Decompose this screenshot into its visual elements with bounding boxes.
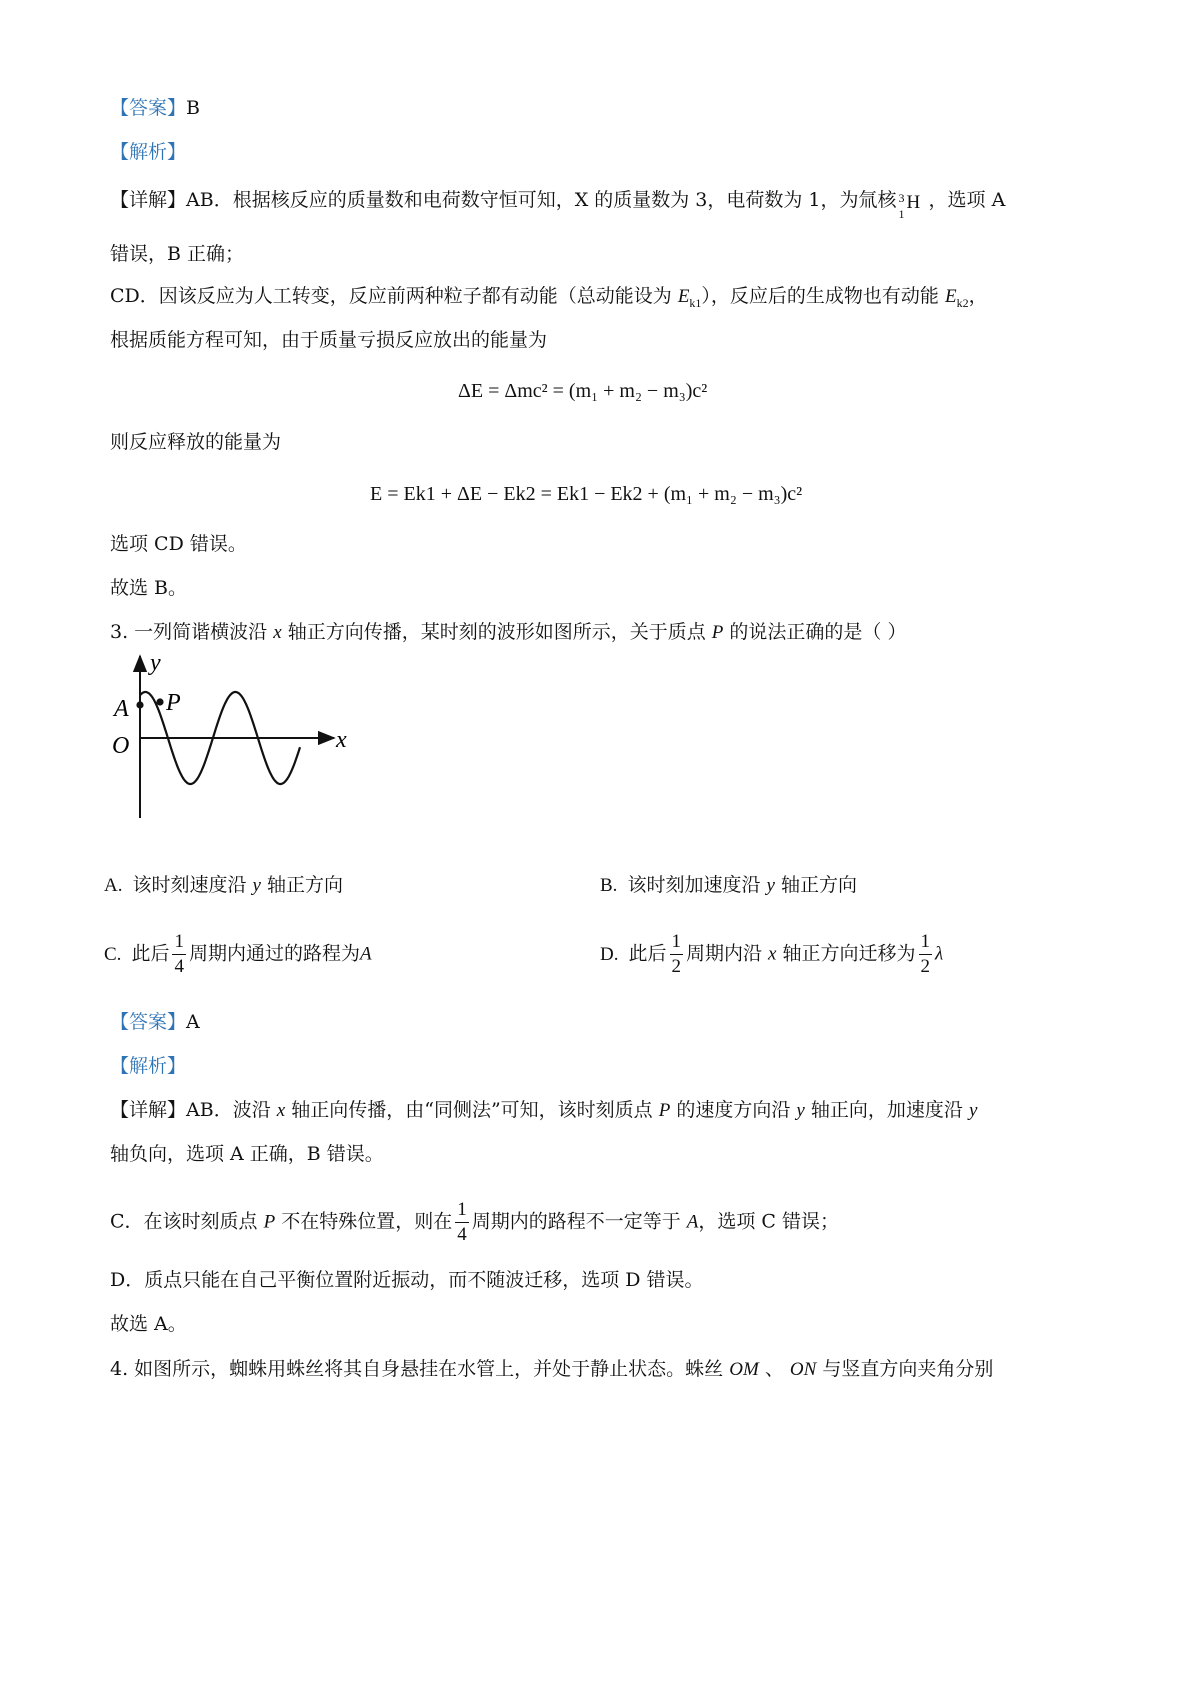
option-text: 轴正方向 xyxy=(774,874,857,896)
detail2-line-1 xyxy=(110,1096,977,1125)
option-letter: A. xyxy=(104,875,123,896)
detail-label: 【详解】 xyxy=(110,1099,187,1121)
var-x: x xyxy=(273,622,282,643)
equation-mass-energy: ΔE = Δmc² = (m₁ + m₂ − m₃)c² xyxy=(458,380,708,402)
label-p: P xyxy=(166,690,181,716)
var-p: P xyxy=(711,622,724,643)
option-letter: B. xyxy=(600,875,618,896)
var-y: y xyxy=(766,875,775,896)
detail-line-5: 则反应释放的能量为 xyxy=(110,431,282,453)
var-p: P xyxy=(263,1211,276,1233)
question-text: 4. 如图所示，蜘蛛用蛛丝将其自身悬挂在水管上，并处于静止状态。蛛丝 xyxy=(110,1358,730,1380)
option-d[interactable] xyxy=(600,930,943,979)
fraction-one-quarter xyxy=(455,1198,469,1247)
question-text: 3. 一列简谐横波沿 xyxy=(110,621,274,643)
detail-text: ，选项 A xyxy=(928,189,1006,211)
detail-line-3 xyxy=(110,282,988,317)
answer-value: A xyxy=(186,1011,200,1033)
fraction-one-quarter xyxy=(172,930,186,979)
detail-line-4: 根据质能方程可知，由于质量亏损反应放出的能量为 xyxy=(110,329,548,351)
energy-subscript: k2 xyxy=(956,295,969,310)
nuclide-charge: 1 xyxy=(898,207,905,221)
option-text: 该时刻速度沿 xyxy=(132,874,253,896)
energy-symbol: E xyxy=(944,286,957,307)
var-a: A xyxy=(686,1211,699,1233)
tritium-nuclide xyxy=(897,187,929,221)
answer-label: 【答案】 xyxy=(110,97,187,119)
var-y: y xyxy=(796,1100,805,1121)
analysis-label: 【解析】 xyxy=(110,1055,187,1077)
fraction-numerator: 1 xyxy=(670,930,684,955)
equation-released-energy: E = Ek1 + ΔE − Ek2 = Ek1 − Ek2 + (m₁ + m₂ − m₃)c² xyxy=(370,483,803,505)
detail-line-1 xyxy=(110,186,1006,221)
option-a[interactable] xyxy=(104,870,343,901)
fraction-numerator: 1 xyxy=(919,930,933,955)
option-text: 周期内通过的路程为 xyxy=(188,942,360,965)
fraction-numerator: 1 xyxy=(455,1198,469,1223)
var-on: ON xyxy=(789,1359,817,1380)
label-a: A xyxy=(114,696,129,722)
question-text: 与竖直方向夹角分别 xyxy=(816,1358,994,1380)
detail-text: 轴正向，加速度沿 xyxy=(804,1099,969,1121)
var-a: A xyxy=(359,943,372,965)
question-3-stem xyxy=(110,618,906,647)
point-p xyxy=(156,698,163,705)
fraction-denominator: 2 xyxy=(920,956,931,977)
detail-line-6: 选项 CD 错误。 xyxy=(110,533,247,555)
analysis-label: 【解析】 xyxy=(110,141,187,163)
answer-value: B xyxy=(186,97,200,119)
nuclide-symbol: H xyxy=(906,192,921,213)
var-y: y xyxy=(252,875,261,896)
option-text: 此后 xyxy=(628,942,667,965)
answer-line-1 xyxy=(110,94,200,122)
wave-figure xyxy=(100,650,380,830)
var-x: x xyxy=(276,1100,286,1121)
detail-text: 周期内的路程不一定等于 xyxy=(471,1210,687,1233)
detail-text: CD．因该反应为人工转变，反应前两种粒子都有动能（总动能设为 xyxy=(110,285,678,307)
detail-text: ，选项 C 错误； xyxy=(698,1210,840,1233)
fraction-denominator: 2 xyxy=(671,956,681,977)
answer-line-2 xyxy=(110,1008,200,1036)
detail2-line-5: 故选 A。 xyxy=(110,1313,187,1335)
detail-text: ），反应后的生成物也有动能 xyxy=(701,285,945,307)
detail-text: ， xyxy=(968,285,988,307)
detail-text: C．在该时刻质点 xyxy=(110,1210,264,1233)
answer-label: 【答案】 xyxy=(110,1011,187,1033)
detail-text: 的速度方向沿 xyxy=(670,1099,797,1121)
question-text: 的说法正确的是（ ） xyxy=(723,621,907,643)
detail-label: 【详解】 xyxy=(110,189,187,211)
detail-text: AB．波沿 xyxy=(186,1099,277,1121)
var-lambda: λ xyxy=(935,943,944,965)
detail2-line-2: 轴负向，选项 A 正确，B 错误。 xyxy=(110,1143,384,1165)
fraction-one-half xyxy=(670,930,684,979)
detail-line-2: 错误，B 正确； xyxy=(110,243,245,265)
point-a xyxy=(136,701,143,708)
var-p: P xyxy=(658,1100,671,1121)
var-y: y xyxy=(968,1100,978,1121)
fraction-denominator: 4 xyxy=(174,956,184,977)
question-text: 轴正方向传播，某时刻的波形如图所示，关于质点 xyxy=(281,621,712,643)
option-text: 轴正方向 xyxy=(260,874,344,896)
fraction-one-half xyxy=(919,930,933,979)
fraction-denominator: 4 xyxy=(457,1224,467,1245)
option-b[interactable] xyxy=(600,870,857,901)
var-x: x xyxy=(768,943,777,965)
option-text: 轴正方向迁移为 xyxy=(776,942,916,965)
label-o: O xyxy=(112,733,130,759)
question-4-stem xyxy=(110,1355,993,1384)
energy-symbol: E xyxy=(677,286,690,307)
option-text: 周期内沿 xyxy=(686,942,769,965)
label-x: x xyxy=(336,727,347,753)
detail2-line-3 xyxy=(110,1198,839,1247)
fraction-numerator: 1 xyxy=(172,930,186,955)
question-text: 、 xyxy=(758,1358,790,1380)
energy-subscript: k1 xyxy=(689,295,702,310)
option-c[interactable] xyxy=(104,930,372,979)
option-text: 此后 xyxy=(131,942,170,965)
nuclide-mass: 3 xyxy=(898,191,905,205)
detail-text: 轴正向传播，由“同侧法”可知，该时刻质点 xyxy=(285,1099,659,1121)
detail2-line-4: D．质点只能在自己平衡位置附近振动，而不随波迁移，选项 D 错误。 xyxy=(110,1269,704,1291)
option-letter: C. xyxy=(104,943,122,965)
option-text: 该时刻加速度沿 xyxy=(627,874,767,896)
detail-text: 不在特殊位置，则在 xyxy=(275,1210,453,1233)
label-y: y xyxy=(150,650,161,676)
detail-text: AB．根据核反应的质量数和电荷数守恒可知，X 的质量数为 3，电荷数为 1，为氚核 xyxy=(186,189,897,211)
detail-line-7: 故选 B。 xyxy=(110,577,188,599)
var-om: OM xyxy=(729,1359,759,1380)
option-letter: D. xyxy=(600,943,619,965)
